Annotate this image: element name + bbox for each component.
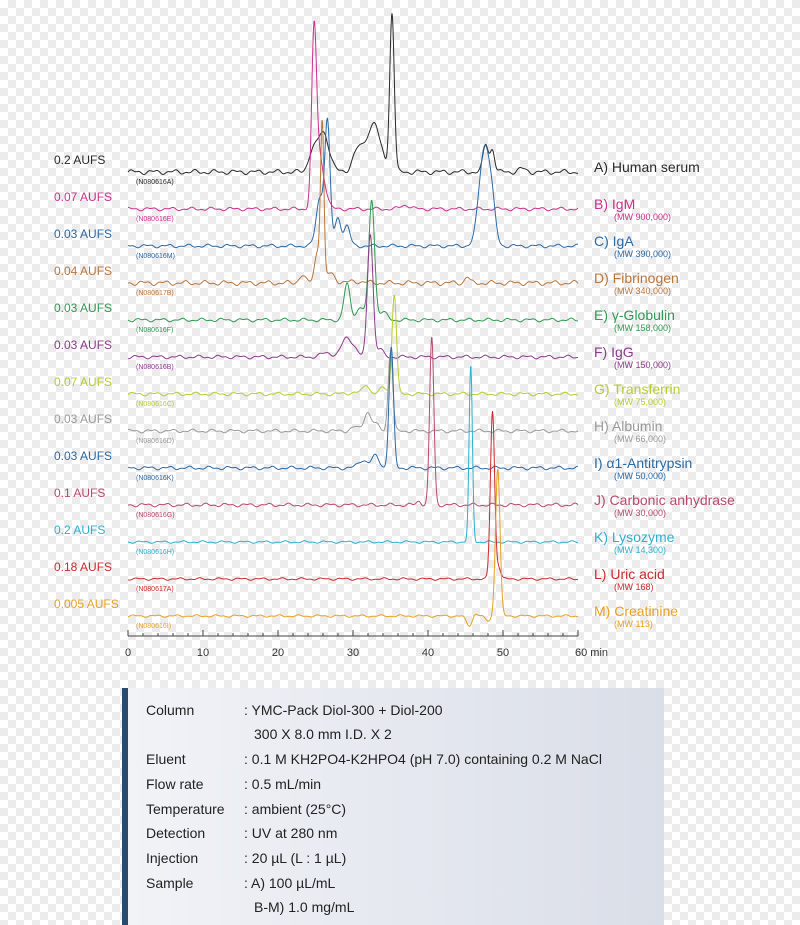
trace-k (128, 367, 578, 544)
trace-m (128, 469, 578, 626)
aufs-label: 0.005 AUFS (54, 597, 119, 611)
sample-code: (N080616E) (136, 216, 174, 223)
aufs-label: 0.03 AUFS (54, 449, 113, 463)
x-tick-label: 50 (496, 647, 510, 659)
sample-code: (N080616D) (136, 438, 175, 445)
condition-value: B-M) 1.0 mg/mL (254, 899, 355, 915)
sample-name: J) Carbonic anhydrase (594, 492, 735, 508)
condition-label: Eluent (146, 751, 186, 767)
condition-label: Detection (146, 825, 206, 841)
sample-name: H) Albumin (594, 418, 663, 434)
sample-code: (N080617A) (136, 586, 174, 593)
aufs-label: 0.04 AUFS (54, 264, 113, 278)
trace-l (128, 411, 578, 580)
condition-label: Temperature (146, 801, 225, 817)
trace-a (128, 13, 578, 174)
condition-value: : YMC-Pack Diol-300 + Diol-200 (244, 702, 443, 718)
condition-label: Sample (146, 875, 194, 891)
aufs-label: 0.03 AUFS (54, 412, 113, 426)
sample-code: (N080616H) (136, 549, 175, 556)
molecular-weight: (MW 340,000) (614, 286, 672, 296)
aufs-label: 0.07 AUFS (54, 190, 113, 204)
trace-c (128, 118, 578, 248)
condition-value: : 0.5 mL/min (244, 776, 322, 792)
aufs-label: 0.03 AUFS (54, 227, 113, 241)
condition-value: : ambient (25°C) (244, 801, 347, 817)
condition-label: Column (146, 702, 195, 718)
sample-name: K) Lysozyme (594, 529, 675, 545)
sample-code: (N080616K) (136, 475, 174, 482)
molecular-weight: (MW 66,000) (614, 434, 667, 444)
sample-code: (N080616B) (136, 364, 174, 371)
trace-d (128, 120, 578, 285)
trace-f (128, 235, 578, 359)
condition-label: Flow rate (146, 776, 204, 792)
sample-name: D) Fibrinogen (594, 270, 679, 286)
aufs-label: 0.07 AUFS (54, 375, 113, 389)
sample-name: C) IgA (594, 233, 634, 249)
trace-b (128, 21, 578, 211)
condition-value: 300 X 8.0 mm I.D. X 2 (254, 726, 392, 742)
sample-code: (N080616G) (136, 512, 175, 519)
aufs-label: 0.2 AUFS (54, 523, 106, 537)
molecular-weight: (MW 50,000) (614, 471, 667, 481)
molecular-weight: (MW 30,000) (614, 508, 667, 518)
aufs-label: 0.03 AUFS (54, 338, 113, 352)
sample-code: (N080616M) (136, 253, 175, 260)
molecular-weight: (MW 158,000) (614, 323, 672, 333)
molecular-weight: (MW 900,000) (614, 212, 672, 222)
molecular-weight: (MW 168) (614, 582, 654, 592)
sample-name: G) Transferrin (594, 381, 681, 397)
sample-code: (N080616C) (136, 401, 175, 408)
sample-name: F) IgG (594, 344, 634, 360)
x-tick-label: 40 (421, 647, 435, 659)
sample-name: A) Human serum (594, 159, 700, 175)
condition-value: : UV at 280 nm (244, 825, 338, 841)
condition-value: : 0.1 M KH2PO4-K2HPO4 (pH 7.0) containing 0.2 M NaCl (244, 751, 602, 767)
condition-value: : 20 µL (L : 1 µL) (244, 850, 347, 866)
sample-code: (N080616A) (136, 179, 174, 186)
x-tick-label: 30 (346, 647, 360, 659)
x-tick-label: 60 min (575, 647, 609, 659)
molecular-weight: (MW 14,300) (614, 545, 667, 555)
sample-code: (N080616F) (136, 327, 174, 334)
sample-name: M) Creatinine (594, 603, 679, 619)
sample-name: E) γ-Globulin (594, 307, 675, 323)
trace-g (128, 296, 578, 396)
aufs-label: 0.03 AUFS (54, 301, 113, 315)
sample-code: (N080616I) (136, 623, 172, 630)
sample-name: I) α1-Antitrypsin (594, 455, 693, 471)
sample-code: (N080617B) (136, 290, 174, 297)
aufs-label: 0.2 AUFS (54, 153, 106, 167)
x-tick-label: 0 (124, 647, 132, 659)
trace-i (128, 348, 578, 470)
condition-value: : A) 100 µL/mL (244, 875, 336, 891)
condition-label: Injection (146, 850, 199, 866)
molecular-weight: (MW 390,000) (614, 249, 672, 259)
trace-j (128, 338, 578, 507)
molecular-weight: (MW 75,000) (614, 397, 667, 407)
aufs-label: 0.1 AUFS (54, 486, 106, 500)
conditions-panel (122, 688, 664, 925)
molecular-weight: (MW 150,000) (614, 360, 672, 370)
sample-name: B) IgM (594, 196, 636, 212)
molecular-weight: (MW 113) (614, 619, 653, 629)
aufs-label: 0.18 AUFS (54, 560, 113, 574)
x-tick-label: 10 (196, 647, 210, 659)
x-tick-label: 20 (271, 647, 285, 659)
sample-name: L) Uric acid (594, 566, 665, 582)
trace-e (128, 201, 578, 322)
